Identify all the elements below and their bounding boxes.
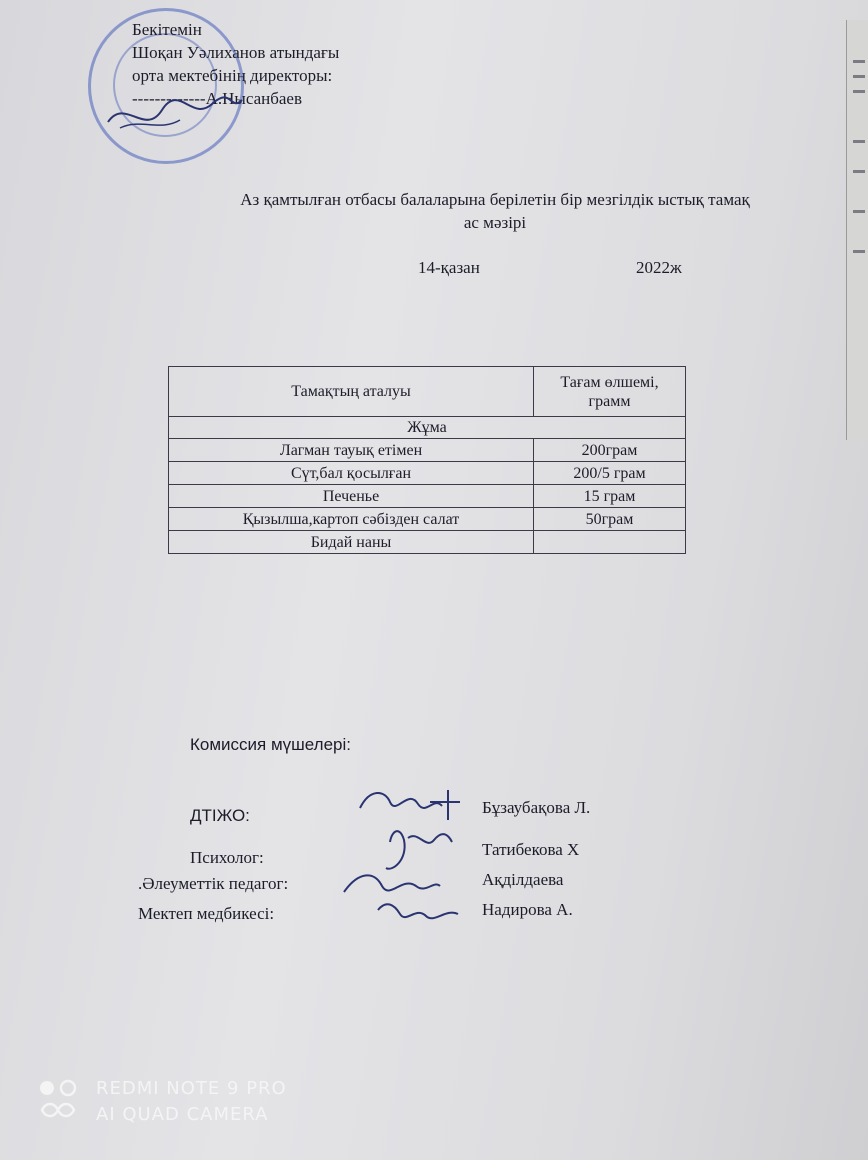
member-name: Бұзаубақова Л. (482, 798, 591, 817)
table-header-row (169, 367, 686, 417)
table-row (169, 485, 686, 508)
member-name: Татибекова Х (482, 840, 580, 859)
day-cell: Жұма (169, 417, 686, 439)
member-role: ДТІЖО: (190, 806, 250, 825)
adjacent-sheet (846, 20, 868, 440)
year-label: 2022ж (636, 258, 682, 277)
approval-line: Шоқан Уәлиханов атындағы (132, 43, 340, 62)
table-row (169, 462, 686, 485)
dish-amount: 50грам (534, 508, 686, 531)
dish-amount: 200грам (534, 439, 686, 462)
watermark-line: AI QUAD CAMERA (96, 1104, 269, 1125)
day-row (169, 417, 686, 439)
member-name: Ақділдаева (482, 870, 564, 889)
date-label: 14-қазан (418, 258, 480, 277)
camera-logo-icon (38, 1078, 78, 1122)
approval-line: -------------А.Нысанбаев (132, 89, 302, 108)
dish-name: Қызылша,картоп сәбізден салат (169, 508, 534, 531)
dish-name: Бидай наны (169, 531, 534, 554)
header-cell: Тағам өлшемі, грамм (534, 367, 686, 417)
member-role: Мектеп медбикесі: (138, 904, 275, 923)
dish-amount: 15 грам (534, 485, 686, 508)
director-signature (100, 82, 250, 142)
dish-name: Печенье (169, 485, 534, 508)
approval-line: Бекітемін (132, 20, 202, 39)
commission-heading: Комиссия мүшелері: (190, 735, 352, 754)
table-row (169, 531, 686, 554)
table-row (169, 439, 686, 462)
menu-table (168, 366, 686, 554)
commission-signatures (330, 780, 470, 940)
title-line: ас мәзірі (463, 213, 527, 232)
table-row (169, 508, 686, 531)
document-title (150, 188, 840, 234)
watermark-line: REDMI NOTE 9 PRO (96, 1078, 287, 1099)
title-line: Аз қамтылған отбасы балаларына берілетін бір мезгілдік ыстық тамақ (240, 190, 750, 209)
header-cell: Тамақтың аталуы (169, 367, 534, 417)
dish-name: Лагман тауық етімен (169, 439, 534, 462)
member-role: Психолог: (190, 848, 264, 867)
member-role: .Әлеуметтік педагог: (138, 874, 289, 893)
member-name: Надирова А. (482, 900, 573, 919)
dish-amount: 200/5 грам (534, 462, 686, 485)
dish-name: Сүт,бал қосылған (169, 462, 534, 485)
approval-line: орта мектебінің директоры: (132, 66, 333, 85)
dish-amount (534, 531, 686, 554)
